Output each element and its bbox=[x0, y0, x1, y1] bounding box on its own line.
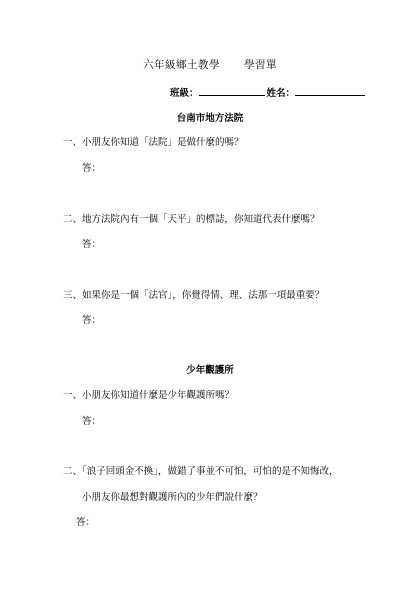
question-2-2-line2: 小朋友你最想對觀護所內的少年們說什麼？ bbox=[82, 492, 263, 503]
answer-label-1-2: 答： bbox=[82, 239, 102, 250]
name-label: 姓名： bbox=[266, 88, 296, 99]
title-text: 六年級鄉土教學 bbox=[143, 59, 220, 71]
question-1-2: 二、地方法院內有一個「天平」的標誌，你知道代表什麼嗎？ bbox=[63, 214, 320, 225]
question-2-2-line1: 二、「浪子回頭金不換」，做錯了事並不可怕，可怕的是不知悔改， bbox=[63, 466, 339, 477]
worksheet-title bbox=[0, 57, 420, 72]
question-1-1: 一、小朋友你知道「法院」是做什麼的嗎？ bbox=[63, 137, 244, 148]
student-info-line bbox=[170, 85, 365, 99]
subtitle-text: 學習單 bbox=[244, 59, 277, 71]
name-blank[interactable] bbox=[295, 86, 365, 96]
question-1-3: 三、如果你是一個「法官」，你覺得情、理、法那一項最重要？ bbox=[63, 290, 325, 301]
class-blank[interactable] bbox=[199, 86, 265, 96]
section-heading-juvenile-detention: 少年觀護所 bbox=[186, 365, 234, 376]
question-2-1: 一、小朋友你知道什麼是少年觀護所嗎？ bbox=[63, 390, 235, 401]
answer-label-2-1: 答： bbox=[82, 416, 102, 427]
answer-label-2-2: 答： bbox=[76, 517, 96, 528]
answer-label-1-3: 答： bbox=[82, 315, 102, 326]
section-heading-district-court: 台南市地方法院 bbox=[176, 113, 244, 124]
answer-label-1-1: 答： bbox=[82, 163, 102, 174]
class-label: 班級： bbox=[170, 88, 199, 99]
